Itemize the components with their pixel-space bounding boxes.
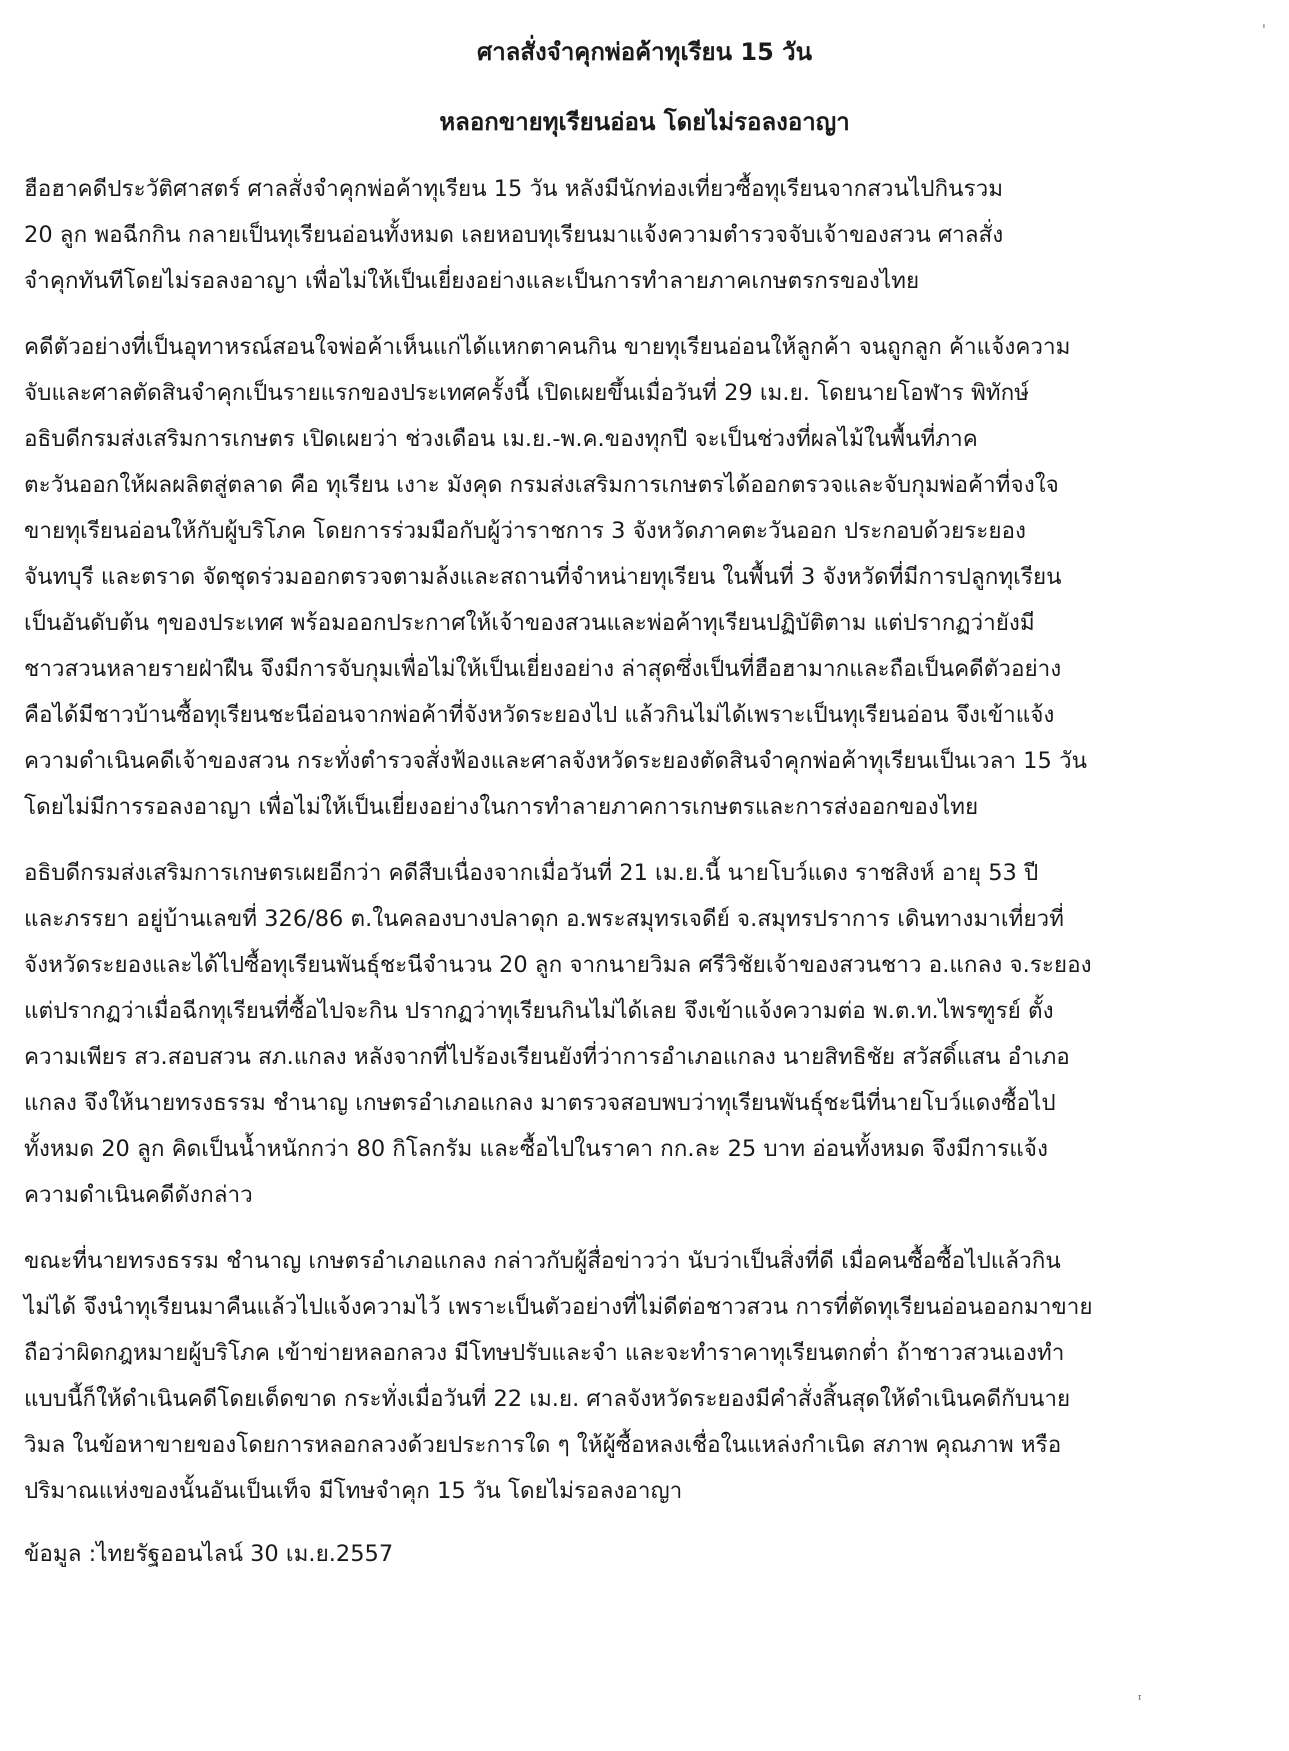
- paragraph-line: ชาวสวนหลายรายฝ่าฝืน จึงมีการจับกุมเพื่อไม่ให้เป็นเยี่ยงอย่าง ล่าสุดซึ่งเป็นที่ฮือฮามากและถือเป็นคดีตัวอย่าง: [24, 656, 1062, 682]
- paragraph-line: ขายทุเรียนอ่อนให้กับผู้บริโภค โดยการร่วมมือกับผู้ว่าราชการ 3 จังหวัดภาคตะวันออก ประกอบด้วยระยอง: [24, 518, 1027, 544]
- paragraph-1: [24, 166, 1265, 304]
- paragraph-line: ฮือฮาคดีประวัติศาสตร์ ศาลสั่งจำคุกพ่อค้าทุเรียน 15 วัน หลังมีนักท่องเที่ยวซื้อทุเรียนจากสวนไปกินรวม: [24, 176, 1004, 202]
- paragraph-line: จับและศาลตัดสินจำคุกเป็นรายแรกของประเทศครั้งนี้ เปิดเผยขึ้นเมื่อวันที่ 29 เม.ย. โดยนายโอฬาร พิทักษ์: [24, 380, 1030, 406]
- paragraph-line: แกลง จึงให้นายทรงธรรม ชำนาญ เกษตรอำเภอแกลง มาตรวจสอบพบว่าทุเรียนพันธุ์ชะนีที่นายโบว์แดงซื้อไป: [24, 1090, 1056, 1116]
- paragraph-line: ความดำเนินคดีเจ้าของสวน กระทั่งตำรวจสั่งฟ้องและศาลจังหวัดระยองตัดสินจำคุกพ่อค้าทุเรียนเป็นเวลา 15 วัน: [24, 748, 1087, 774]
- paragraph-line: อธิบดีกรมส่งเสริมการเกษตรเผยอีกว่า คดีสืบเนื่องจากเมื่อวันที่ 21 เม.ย.นี้ นายโบว์แดง ราชสิงห์ อายุ 53 ปี: [24, 860, 1039, 886]
- paragraph-line: ความดำเนินคดีดังกล่าว: [24, 1182, 253, 1208]
- paragraph-line: ไม่ได้ จึงนำทุเรียนมาคืนแล้วไปแจ้งความไว้ เพราะเป็นตัวอย่างที่ไม่ดีต่อชาวสวน การที่ตัดทุเรียนอ่อนออกมาขาย: [24, 1294, 1093, 1320]
- paragraph-line: จำคุกทันทีโดยไม่รอลงอาญา เพื่อไม่ให้เป็นเยี่ยงอย่างและเป็นการทำลายภาคเกษตรกรของไทย: [24, 268, 920, 294]
- paragraph-line: ความเพียร สว.สอบสวน สภ.แกลง หลังจากที่ไปร้องเรียนยังที่ว่าการอำเภอแกลง นายสิทธิชัย สวัสดิ์แสน อำเภอ: [24, 1044, 1070, 1070]
- paragraph-line: ขณะที่นายทรงธรรม ชำนาญ เกษตรอำเภอแกลง กล่าวกับผู้สื่อข่าวว่า นับว่าเป็นสิ่งที่ดี เมื่อคนซื้อซื้อไปแล้วกิน: [24, 1248, 1061, 1274]
- paragraph-line: เป็นอันดับต้น ๆของประเทศ พร้อมออกประกาศให้เจ้าของสวนและพ่อค้าทุเรียนปฏิบัติตาม แต่ปรากฏว่ายังมี: [24, 610, 1035, 636]
- paragraph-line: วิมล ในข้อหาขายของโดยการหลอกลวงด้วยประการใด ๆ ให้ผู้ซื้อหลงเชื่อในแหล่งกำเนิด สภาพ คุณภาพ หรือ: [24, 1432, 1062, 1458]
- paragraph-line: จังหวัดระยองและได้ไปซื้อทุเรียนพันธุ์ชะนีจำนวน 20 ลูก จากนายวิมล ศรีวิชัยเจ้าของสวนชาว อ.แกลง จ.ระยอง: [24, 952, 1092, 978]
- paragraph-line: และภรรยา อยู่บ้านเลขที่ 326/86 ต.ในคลองบางปลาดุก อ.พระสมุทรเจดีย์ จ.สมุทรปราการ เดินทางมาเที่ยวที่: [24, 906, 1065, 932]
- subheadline: หลอกขายทุเรียนอ่อน โดยไม่รอลงอาญา: [439, 108, 850, 136]
- paragraph-line: 20 ลูก พอฉีกกิน กลายเป็นทุเรียนอ่อนทั้งหมด เลยหอบทุเรียนมาแจ้งความตำรวจจับเจ้าของสวน ศาลสั่ง: [24, 222, 1004, 248]
- paragraph-line: อธิบดีกรมส่งเสริมการเกษตร เปิดเผยว่า ช่วงเดือน เม.ย.-พ.ค.ของทุกปี จะเป็นช่วงที่ผลไม้ในพื้นที่ภาค: [24, 426, 978, 452]
- scan-speck: ᶦ: [1138, 1692, 1142, 1708]
- paragraph-line: ปริมาณแห่งของนั้นอันเป็นเท็จ มีโทษจำคุก 15 วัน โดยไม่รอลงอาญา: [24, 1478, 683, 1504]
- paragraph-line: จันทบุรี และตราด จัดชุดร่วมออกตรวจตามล้งและสถานที่จำหน่ายทุเรียน ในพื้นที่ 3 จังหวัดที่มีการปลูกทุเรียน: [24, 564, 1062, 590]
- paragraph-line: โดยไม่มีการรอลงอาญา เพื่อไม่ให้เป็นเยี่ยงอย่างในการทำลายภาคการเกษตรและการส่งออกของไทย: [24, 794, 979, 820]
- paragraph-line: ทั้งหมด 20 ลูก คิดเป็นน้ำหนักกว่า 80 กิโลกรัม และซื้อไปในราคา กก.ละ 25 บาท อ่อนทั้งหมด จึงมีการแจ้ง: [24, 1136, 1048, 1162]
- paragraph-line: ถือว่าผิดกฎหมายผู้บริโภค เข้าข่ายหลอกลวง มีโทษปรับและจำ และจะทำราคาทุเรียนตกต่ำ ถ้าชาวสวนเองทำ: [24, 1340, 1065, 1366]
- paragraph-line: ตะวันออกให้ผลผลิตสู่ตลาด คือ ทุเรียน เงาะ มังคุด กรมส่งเสริมการเกษตรได้ออกตรวจและจับกุมพ่อค้าที่จงใจ: [24, 472, 1059, 498]
- source-credit: ข้อมูล :ไทยรัฐออนไลน์ 30 เม.ย.2557: [24, 1541, 394, 1567]
- paragraph-line: แต่ปรากฏว่าเมื่อฉีกทุเรียนที่ซื้อไปจะกิน ปรากฏว่าทุเรียนกินไม่ได้เลย จึงเข้าแจ้งความต่อ พ.ต.ท.ไพรฑูรย์ ตั้ง: [24, 998, 1054, 1024]
- scan-speck: ˌ: [1262, 14, 1266, 30]
- paragraph-2: [24, 324, 1265, 830]
- paragraph-4: [24, 1238, 1265, 1514]
- paragraph-3: [24, 850, 1265, 1218]
- paragraph-line: คือได้มีชาวบ้านซื้อทุเรียนชะนีอ่อนจากพ่อค้าที่จังหวัดระยองไป แล้วกินไม่ได้เพราะเป็นทุเรียนอ่อน จึงเข้าแจ้ง: [24, 702, 1055, 728]
- paragraph-line: คดีตัวอย่างที่เป็นอุทาหรณ์สอนใจพ่อค้าเห็นแก่ได้แหกตาคนกิน ขายทุเรียนอ่อนให้ลูกค้า จนถูกลูก ค้าแจ้งความ: [24, 334, 1071, 360]
- paragraph-line: แบบนี้ก็ให้ดำเนินคดีโดยเด็ดขาด กระทั่งเมื่อวันที่ 22 เม.ย. ศาลจังหวัดระยองมีคำสั่งสิ้นสุดให้ดำเนินคดีกับนาย: [24, 1386, 1071, 1412]
- headline: ศาลสั่งจำคุกพ่อค้าทุเรียน 15 วัน: [476, 38, 813, 66]
